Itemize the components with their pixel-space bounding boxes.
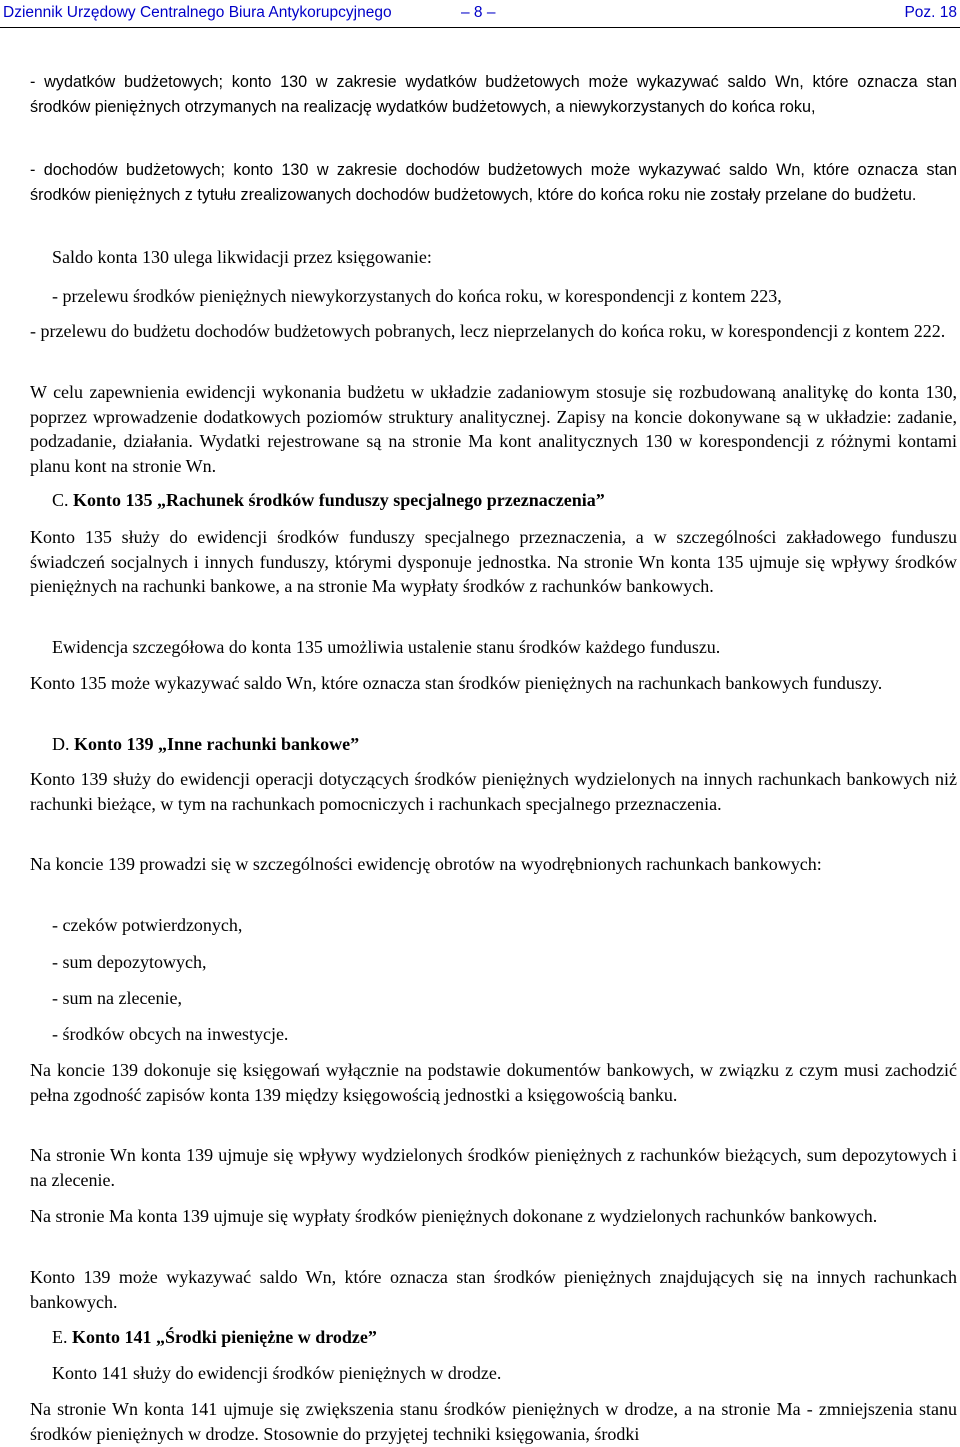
section-title: Konto 135 „Rachunek środków funduszy specjalnego przeznaczenia” <box>73 490 605 510</box>
section-heading-c <box>52 488 605 513</box>
paragraph-konto-141-sides: Na stronie Wn konta 141 ujmuje się zwiększenia stanu środków pieniężnych w drodze, a na stronie Ma - zmniejszenia stanu środków pieniężnych w drodze. Stosownie do przyjętej techniki księgowania, środki <box>30 1399 957 1444</box>
paragraph-konto-135-balance: Konto 135 może wykazywać saldo Wn, które oznacza stan środków pieniężnych na rachunkach bankowych funduszy. <box>30 673 883 693</box>
section-heading-e <box>52 1325 377 1350</box>
page-header <box>0 0 960 28</box>
paragraph-konto-139-purpose: Konto 139 służy do ewidencji operacji dotyczących środków pieniężnych wydzielonych na innych rachunkach bankowych niż rachunki bieżące, w tym na rachunkach pomocniczych i rachunkach specjalnego przeznaczenia. <box>30 769 957 814</box>
paragraph-liquidation-item-1: - przelewu środków pieniężnych niewykorzystanych do końca roku, w korespondencji z kontem 223, <box>52 286 782 306</box>
section-title: Konto 141 „Środki pieniężne w drodze” <box>72 1327 377 1347</box>
paragraph-konto-139-wn: Na stronie Wn konta 139 ujmuje się wpływy wydzielonych środków pieniężnych z rachunków bieżących, sum depozytowych i na zlecenie. <box>30 1145 957 1190</box>
section-heading-d <box>52 732 359 757</box>
list-item: - sum na zlecenie, <box>52 988 182 1008</box>
paragraph-konto-139-balance: Konto 139 może wykazywać saldo Wn, które oznacza stan środków pieniężnych znajdujących się na innych rachunkach bankowych. <box>30 1267 957 1312</box>
section-letter: E. <box>52 1327 68 1347</box>
list-item: - czeków potwierdzonych, <box>52 915 243 935</box>
paragraph-budget-expenses: - wydatków budżetowych; konto 130 w zakresie wydatków budżetowych może wykazywać saldo Wn, które oznacza stan środków pieniężnych otrzymanych na realizację wydatków budżetowych, a niewykorzystanych do końca roku, <box>30 73 957 116</box>
section-letter: D. <box>52 734 70 754</box>
paragraph-liquidation-item-2: - przelewu do budżetu dochodów budżetowych pobranych, lecz nieprzelanych do końca roku, w korespondencji z kontem 222. <box>30 321 946 341</box>
section-letter: C. <box>52 490 69 510</box>
list-item: - sum depozytowych, <box>52 952 207 972</box>
paragraph-konto-139-bank-docs: Na koncie 139 dokonuje się księgowań wyłącznie na podstawie dokumentów bankowych, w związku z czym musi zachodzić pełna zgodność zapisów konta 139 między księgowością jednostki a księgowością banku. <box>30 1060 957 1105</box>
header-rule <box>0 27 960 28</box>
page-number: – 8 – <box>461 4 496 21</box>
paragraph-konto-139-records: Na koncie 139 prowadzi się w szczególności ewidencję obrotów na wyodrębnionych rachunkach bankowych: <box>30 854 822 874</box>
paragraph-task-analytics: W celu zapewnienia ewidencji wykonania budżetu w układzie zadaniowym stosuje się rozbudowaną analitykę do konta 130, poprzez wprowadzenie dodatkowych poziomów struktury analitycznej. Zapisy na koncie dokonywane są w układzie: zadanie, podzadanie, działania. Wydatki rejestrowane są na stronie Ma kont analitycznych 130 w korespondencji z różnymi kontami planu kont na stronie Wn. <box>30 382 957 477</box>
section-title: Konto 139 „Inne rachunki bankowe” <box>74 734 360 754</box>
paragraph-konto-139-ma: Na stronie Ma konta 139 ujmuje się wypłaty środków pieniężnych dokonane z wydzielonych rachunków bankowych. <box>30 1206 878 1226</box>
paragraph-konto-141-purpose: Konto 141 służy do ewidencji środków pieniężnych w drodze. <box>52 1363 502 1383</box>
paragraph-konto-135-purpose: Konto 135 służy do ewidencji środków funduszy specjalnego przeznaczenia, a w szczególności zakładowego funduszu świadczeń socjalnych i innych funduszy, którymi dysponuje jednostka. Na stronie Wn konta 135 ujmuje się wpływy środków pieniężnych na rachunki bankowe, a na stronie Ma wypłaty środków z rachunków bankowych. <box>30 527 957 597</box>
position-number: Poz. 18 <box>904 4 957 21</box>
paragraph-liquidation-intro: Saldo konta 130 ulega likwidacji przez księgowanie: <box>52 247 432 267</box>
journal-title: Dziennik Urzędowy Centralnego Biura Antykorupcyjnego <box>3 4 392 21</box>
list-item: - środków obcych na inwestycje. <box>52 1024 289 1044</box>
paragraph-budget-income: - dochodów budżetowych; konto 130 w zakresie dochodów budżetowych może wykazywać saldo Wn, które oznacza stan środków pieniężnych z tytułu zrealizowanych dochodów budżetowych, które do końca roku nie zostały przelane do budżetu. <box>30 161 957 204</box>
paragraph-konto-135-detail: Ewidencja szczegółowa do konta 135 umożliwia ustalenie stanu środków każdego funduszu. <box>52 637 721 657</box>
